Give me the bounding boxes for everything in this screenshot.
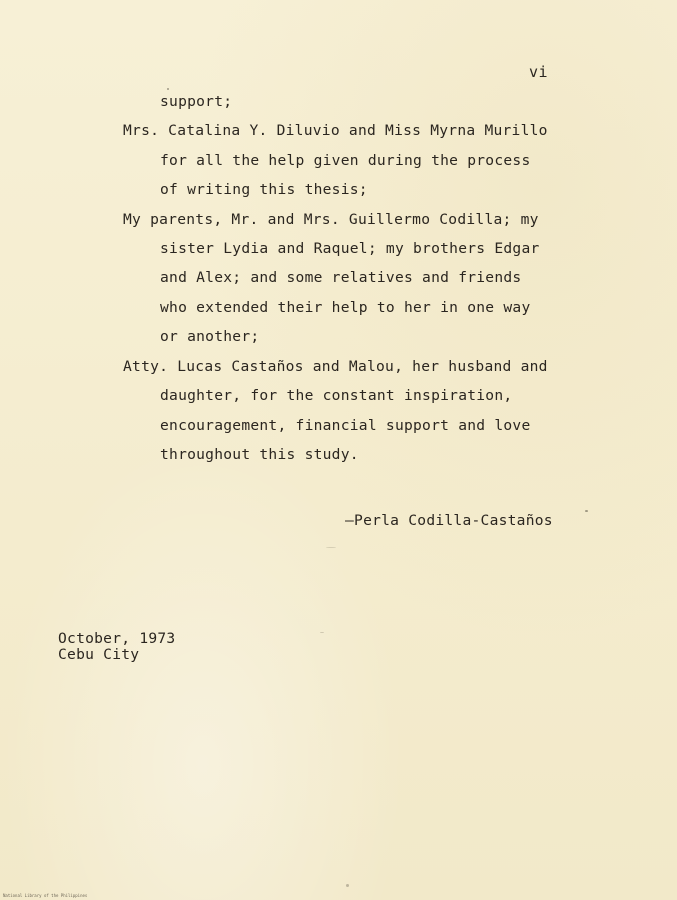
text-line: Atty. Lucas Castaños and Malou, her husband and	[123, 358, 548, 375]
page-number: vi	[529, 63, 549, 81]
text-line: of writing this thesis;	[160, 181, 368, 198]
date-line: October, 1973	[58, 630, 176, 647]
text-line: support;	[160, 93, 233, 110]
text-line: daughter, for the constant inspiration,	[160, 387, 513, 404]
text-line: My parents, Mr. and Mrs. Guillermo Codilla; my	[123, 211, 539, 228]
text-line: for all the help given during the process	[160, 152, 531, 169]
paper-speck	[346, 884, 349, 887]
text-line: who extended their help to her in one way	[160, 299, 531, 316]
footer-attribution: National Library of the Philippines	[3, 893, 88, 898]
paper-speck	[585, 510, 588, 512]
paper-speck	[326, 547, 336, 548]
paper-speck	[320, 632, 324, 633]
paper-speck	[167, 88, 169, 90]
place-line: Cebu City	[58, 646, 140, 663]
text-line: encouragement, financial support and love	[160, 417, 531, 434]
text-line: sister Lydia and Raquel; my brothers Edgar	[160, 240, 540, 257]
text-line: and Alex; and some relatives and friends	[160, 269, 522, 286]
text-line: or another;	[160, 328, 260, 345]
author-signature: —Perla Codilla-Castaños	[345, 512, 553, 529]
text-line: Mrs. Catalina Y. Diluvio and Miss Myrna Murillo	[123, 122, 548, 139]
text-line: throughout this study.	[160, 446, 359, 463]
